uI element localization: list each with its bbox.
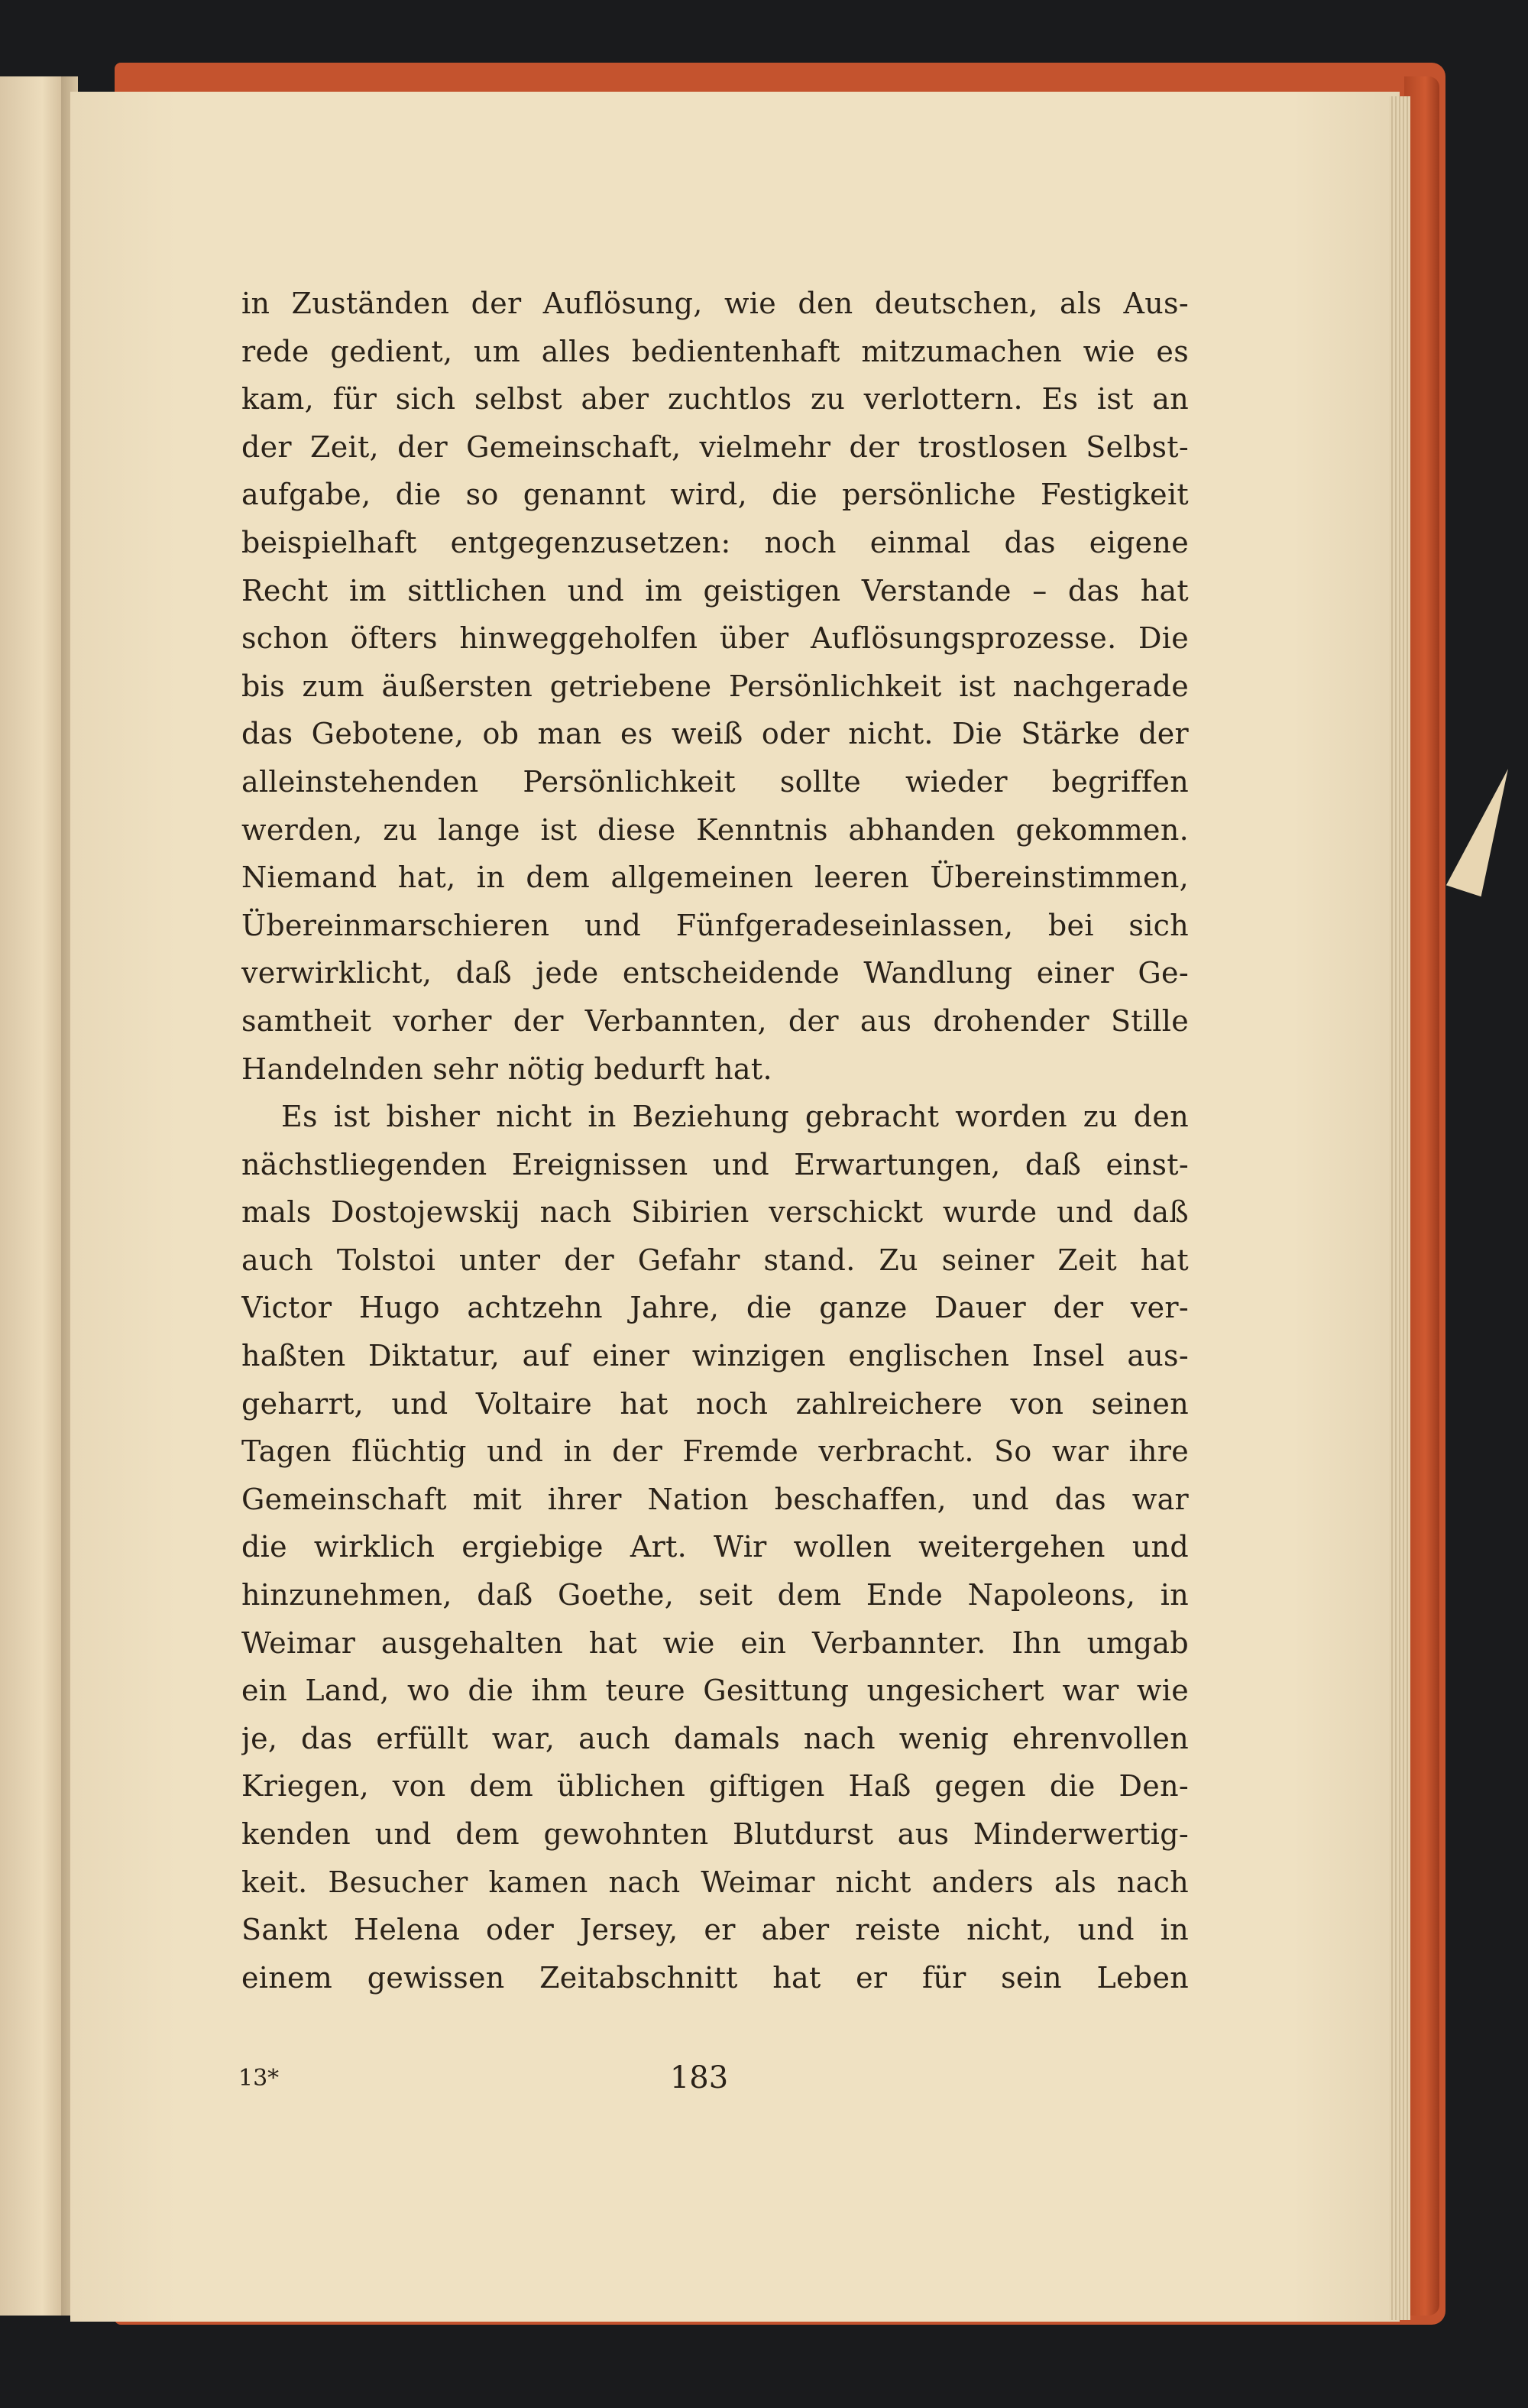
text-line: kenden und dem gewohnten Blutdurst aus Minderwertig-: [241, 1817, 1189, 1851]
text-line: je, das erfüllt war, auch damals nach wenig ehrenvollen: [241, 1721, 1189, 1755]
text-line: auch Tolstoi unter der Gefahr stand. Zu seiner Zeit hat: [241, 1243, 1189, 1277]
text-line: haßten Diktatur, auf einer winzigen englischen Insel aus-: [241, 1339, 1189, 1373]
text-line: aufgabe, die so genannt wird, die persönliche Festigkeit: [241, 478, 1189, 512]
text-line: mals Dostojewskij nach Sibirien verschickt wurde und daß: [241, 1195, 1189, 1230]
text-line: nächstliegenden Ereignissen und Erwartungen, daß einst-: [241, 1147, 1189, 1181]
text-line: Kriegen, von dem üblichen giftigen Haß gegen die Den-: [241, 1769, 1189, 1804]
text-line: bis zum äußersten getriebene Persönlichkeit ist nachgerade: [241, 669, 1189, 703]
torn-paper-fragment: [1446, 762, 1521, 897]
text-line: samtheit vorher der Verbannten, der aus drohender Stille: [241, 1003, 1189, 1038]
text-line: Victor Hugo achtzehn Jahre, die ganze Dauer der ver-: [241, 1291, 1189, 1325]
text-line: schon öfters hinweggeholfen über Auflösungsprozesse. Die: [241, 621, 1189, 656]
text-line: hinzunehmen, daß Goethe, seit dem Ende Napoleons, in: [241, 1578, 1189, 1612]
text-line: die wirklich ergiebige Art. Wir wollen weitergehen und: [241, 1530, 1189, 1564]
text-line: Gemeinschaft mit ihrer Nation beschaffen, und das war: [241, 1482, 1189, 1516]
text-line: beispielhaft entgegenzusetzen: noch einmal das eigene: [241, 525, 1189, 559]
text-line: verwirklicht, daß jede entscheidende Wandlung einer Ge-: [241, 956, 1189, 990]
text-line: geharrt, und Voltaire hat noch zahlreichere von seinen: [241, 1386, 1189, 1421]
text-line: Niemand hat, in dem allgemeinen leeren Übereinstimmen,: [241, 860, 1189, 895]
text-line: werden, zu lange ist diese Kenntnis abhanden gekommen.: [241, 812, 1189, 847]
text-line: Handelnden sehr nötig bedurft hat.: [241, 1052, 772, 1086]
body-text: [241, 280, 1189, 2001]
text-line: Tagen flüchtig und in der Fremde verbracht. So war ihre: [241, 1434, 1189, 1469]
text-line: keit. Besucher kamen nach Weimar nicht anders als nach: [241, 1865, 1189, 1899]
text-line: Übereinmarschieren und Fünfgeradeseinlassen, bei sich: [241, 908, 1189, 942]
page-stack-edges: [1389, 96, 1410, 2320]
text-line: ein Land, wo die ihm teure Gesittung ungesichert war wie: [241, 1674, 1189, 1708]
text-line: alleinstehenden Persönlichkeit sollte wieder begriffen: [241, 764, 1189, 799]
text-line: in Zuständen der Auflösung, wie den deutschen, als Aus-: [241, 287, 1189, 320]
text-line: rede gedient, um alles bedientenhaft mitzumachen wie es: [241, 334, 1189, 368]
text-line: das Gebotene, ob man es weiß oder nicht. Die Stärke der: [241, 717, 1189, 751]
left-page-edge: [0, 76, 70, 2316]
text-line: Weimar ausgehalten hat wie ein Verbannter. Ihn umgab: [241, 1625, 1189, 1660]
signature-mark: 13*: [238, 2065, 280, 2092]
text-line: einem gewissen Zeitabschnitt hat er für sein Leben: [241, 1960, 1189, 1995]
text-line: Sankt Helena oder Jersey, er aber reiste nicht, und in: [241, 1913, 1189, 1947]
text-line: Es ist bisher nicht in Beziehung gebracht worden zu den: [281, 1100, 1189, 1134]
text-line: der Zeit, der Gemeinschaft, vielmehr der trostlosen Selbst-: [241, 429, 1189, 464]
text-line: Recht im sittlichen und im geistigen Verstande – das hat: [241, 573, 1189, 608]
page-number: 183: [669, 2060, 729, 2095]
text-line: kam, für sich selbst aber zuchtlos zu verlottern. Es ist an: [241, 382, 1189, 416]
